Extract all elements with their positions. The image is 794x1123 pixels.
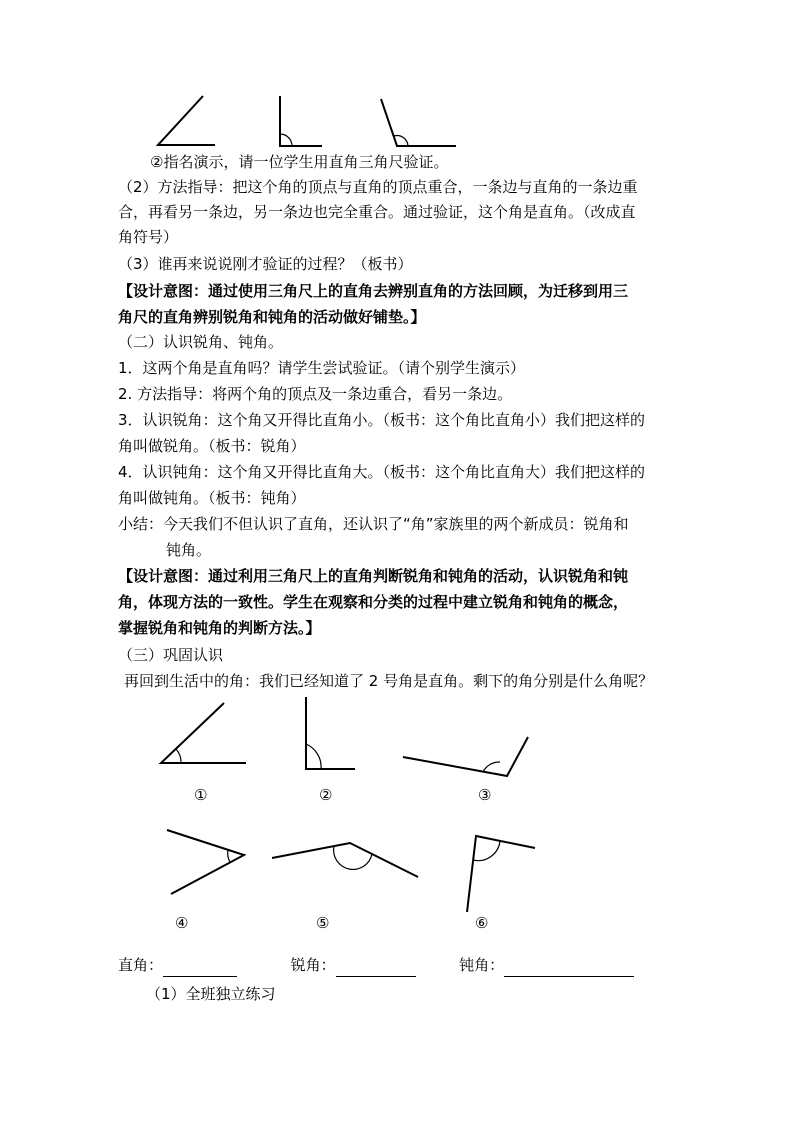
section-heading: （二）认识锐角、钝角。 — [118, 333, 284, 351]
top-figures-caption: ②指名演示，请一位学生用直角三角尺验证。 — [150, 153, 449, 171]
answer-row — [118, 953, 634, 977]
design-intent: 【设计意图：通过使用三角尺上的直角去辨别直角的方法回顾，为迁移到用三 — [118, 282, 629, 300]
text-line: 角叫做钝角。（板书：钝角） — [118, 489, 306, 507]
right-angle-blank[interactable] — [163, 960, 237, 977]
angle-label-5: ⑤ — [316, 914, 330, 932]
text-line: （2）方法指导：把这个角的顶点与直角的顶点重合，一条边与直角的一条边重 — [118, 178, 638, 196]
design-intent: 【设计意图：通过利用三角尺上的直角判断锐角和钝角的活动，认识锐角和钝 — [118, 567, 629, 585]
acute-angle-label: 锐角： — [290, 956, 336, 974]
acute-angle-blank[interactable] — [336, 960, 416, 977]
angle-3 — [403, 737, 528, 776]
top-right-angle — [280, 96, 322, 146]
angle-label-4: ④ — [175, 914, 189, 932]
design-intent: 角尺的直角辨别锐角和钝角的活动做好铺垫。】 — [118, 308, 426, 326]
design-intent: 角，体现方法的一致性。学生在观察和分类的过程中建立锐角和钝角的概念， — [118, 593, 629, 611]
angle-label-3: ③ — [478, 786, 492, 804]
right-angle-label: 直角： — [118, 956, 164, 974]
angle-6 — [467, 836, 535, 912]
summary-line: 小结：今天我们不但认识了直角，还认识了“角”家族里的两个新成员：锐角和 — [118, 515, 629, 533]
angle-label-1: ① — [194, 786, 208, 804]
obtuse-angle-blank[interactable] — [504, 960, 634, 977]
top-acute-angle — [158, 96, 215, 145]
design-intent: 掌握锐角和钝角的判断方法。】 — [118, 619, 321, 637]
text-line: 角符号） — [118, 228, 179, 246]
summary-line: 钝角。 — [166, 541, 212, 559]
angle-5 — [272, 843, 418, 877]
angle-1 — [161, 703, 246, 763]
text-line: 合，再看另一条边，另一条边也完全重合。通过验证，这个角是直角。（改成直 — [118, 203, 636, 221]
section-heading: （三）巩固认识 — [118, 646, 224, 664]
angle-label-6: ⑥ — [475, 914, 489, 932]
text-line: 角叫做锐角。（板书：锐角） — [118, 437, 306, 455]
top-obtuse-angle — [381, 99, 456, 146]
angle-2 — [306, 697, 355, 769]
text-line: （3）谁再来说说刚才验证的过程？（板书） — [118, 255, 413, 273]
question-line: 再回到生活中的角：我们已经知道了 2 号角是直角。剩下的角分别是什么角呢？ — [124, 672, 654, 690]
text-line: 2. 方法指导：将两个角的顶点及一条边重合，看另一条边。 — [118, 385, 513, 403]
angle-4 — [167, 830, 244, 894]
text-line: 3．认识锐角：这个角又开得比直角小。（板书：这个角比直角小）我们把这样的 — [118, 411, 646, 429]
practice-line: （1）全班独立练习 — [146, 985, 276, 1003]
text-line: 1．这两个角是直角吗？请学生尝试验证。（请个别学生演示） — [118, 359, 526, 377]
angle-label-2: ② — [319, 786, 333, 804]
text-line: 4．认识钝角：这个角又开得比直角大。（板书：这个角比直角大）我们把这样的 — [118, 463, 646, 481]
obtuse-angle-label: 钝角： — [459, 956, 505, 974]
